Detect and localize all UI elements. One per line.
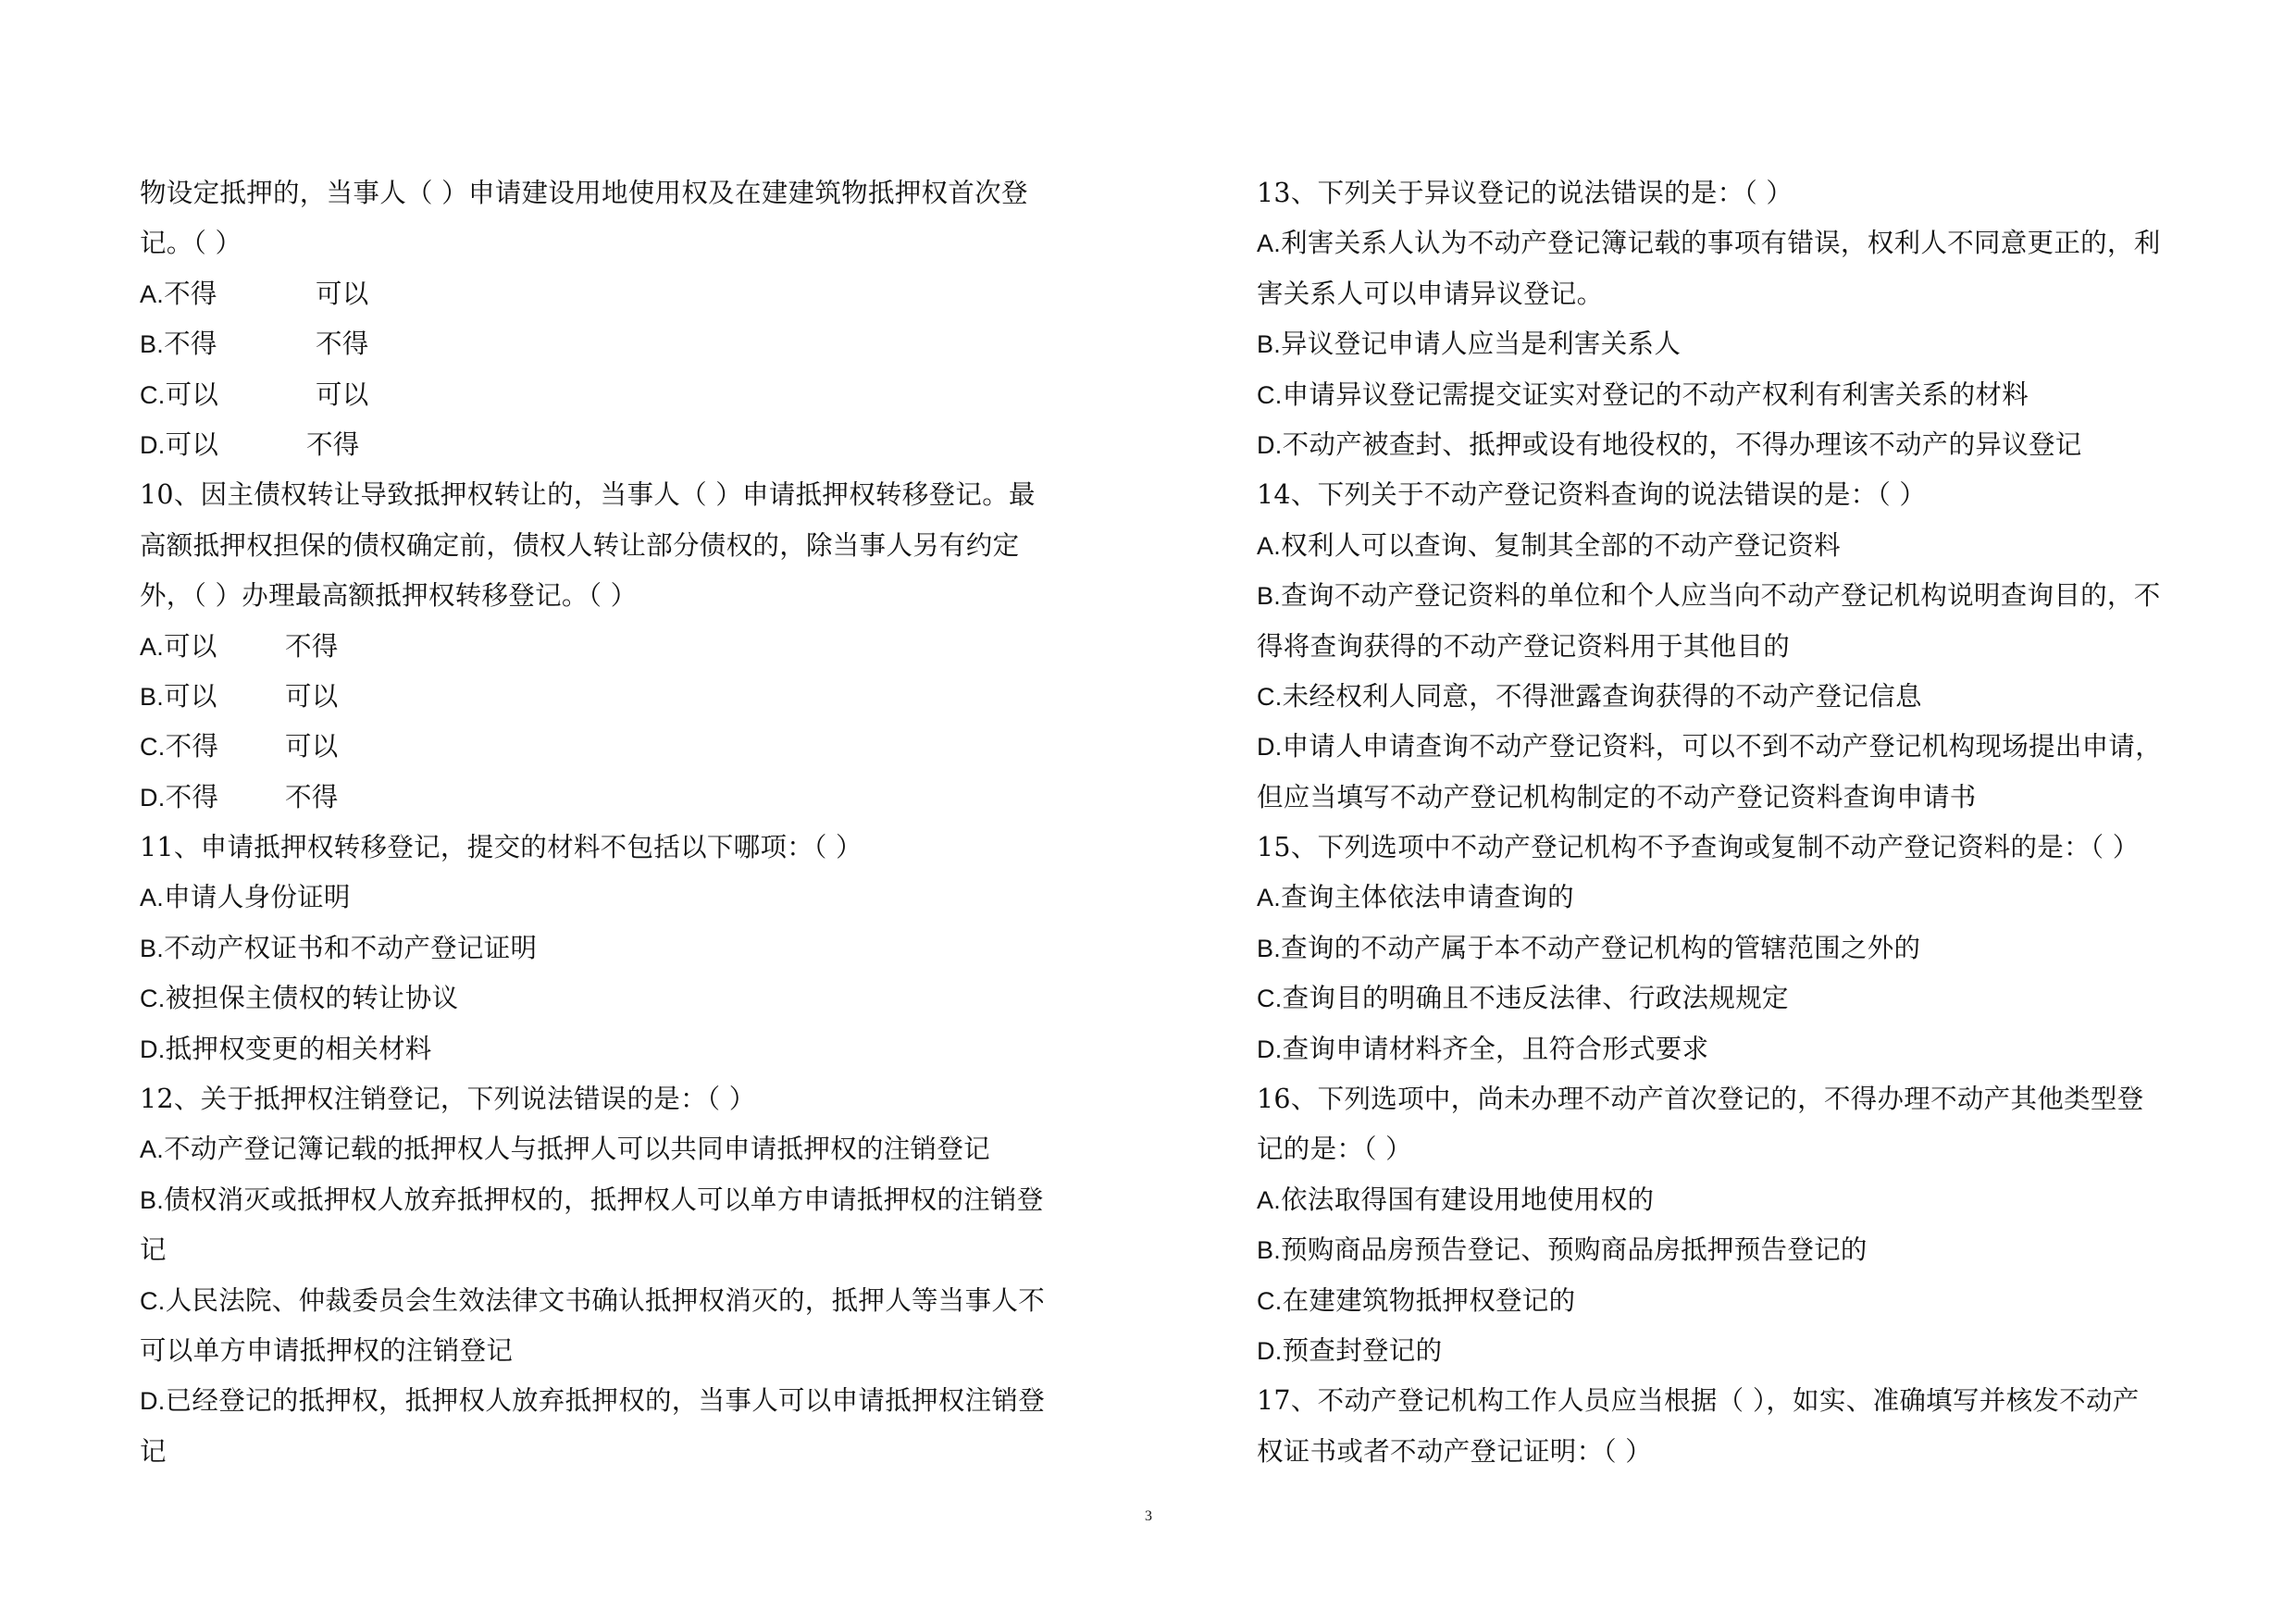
q11-option-c: C.被担保主债权的转让协议 (140, 983, 459, 1014)
q9-option-a-second: 可以 (316, 278, 369, 309)
q11-option-a: A.申请人身份证明 (140, 882, 351, 913)
q15-option-a: A.查询主体依法申请查询的 (1257, 882, 1574, 913)
q12-option-b-line2: 记 (140, 1234, 167, 1266)
q13-option-a-line1: A.利害关系人认为不动产登记簿记载的事项有错误，权利人不同意更正的，利 (1257, 228, 2161, 259)
q14-option-d-line1: D.申请人申请查询不动产登记资料，可以不到不动产登记机构现场提出申请， (1257, 731, 2163, 762)
q9-stem-line1: 物设定抵押的，当事人（ ）申请建设用地使用权及在建建筑物抵押权首次登 (140, 178, 1028, 208)
q17-stem-line2: 权证书或者不动产登记证明：（ ） (1257, 1435, 1653, 1467)
q15-option-b: B.查询的不动产属于本不动产登记机构的管辖范围之外的 (1257, 932, 1921, 963)
q14-stem: 14、下列关于不动产登记资料查询的说法错误的是：（ ） (1257, 479, 1927, 511)
q12-option-b-line1: B.债权消灭或抵押权人放弃抵押权的，抵押权人可以单方申请抵押权的注销登 (140, 1184, 1044, 1215)
q10-option-d-first: 不得 (165, 781, 219, 812)
q12-option-c-line1: C.人民法院、仲裁委员会生效法律文书确认抵押权消灭的，抵押人等当事人不 (140, 1284, 1046, 1316)
q10-option-c-first: 不得 (165, 731, 219, 762)
q10-option-a: A.可以 不得 (140, 622, 1056, 672)
q10-option-c-second: 可以 (285, 731, 339, 762)
q14-option-d-line2: 但应当填写不动产登记机构制定的不动产登记资料查询申请书 (1257, 781, 1977, 812)
q10-option-d: D.不得 不得 (140, 773, 1056, 823)
q11-option-b: B.不动产权证书和不动产登记证明 (140, 932, 538, 963)
q13-stem: 13、下列关于异议登记的说法错误的是：（ ） (1257, 178, 1793, 208)
q11-option-d: D.抵押权变更的相关材料 (140, 1033, 432, 1064)
q9-option-c-first: 可以 (165, 378, 219, 410)
q15-stem: 15、下列选项中不动产登记机构不予查询或复制不动产登记资料的是：（ ） (1257, 832, 2140, 863)
q14-option-b-line1: B.查询不动产登记资料的单位和个人应当向不动产登记机构说明查询目的，不 (1257, 580, 2161, 612)
q14-option-c: C.未经权利人同意，不得泄露查询获得的不动产登记信息 (1257, 680, 1922, 712)
page-number: 3 (1145, 1508, 1152, 1524)
q13-option-b: B.异议登记申请人应当是利害关系人 (1257, 329, 1682, 360)
q9-stem-line2: 记。（ ） (140, 228, 242, 259)
q13-option-c: C.申请异议登记需提交证实对登记的不动产权利有利害关系的材料 (1257, 378, 2029, 410)
q16-option-b: B.预购商品房预告登记、预购商品房抵押预告登记的 (1257, 1234, 1868, 1266)
q10-stem-line2: 高额抵押权担保的债权确定前，债权人转让部分债权的，除当事人另有约定 (140, 529, 1020, 561)
q16-option-a: A.依法取得国有建设用地使用权的 (1257, 1184, 1655, 1215)
q12-option-a: A.不动产登记簿记载的抵押权人与抵押人可以共同申请抵押权的注销登记 (140, 1134, 990, 1165)
q10-option-b: B.可以 可以 (140, 672, 1056, 722)
q9-option-d: D.可以 不得 (140, 420, 1056, 470)
q9-option-c: C.可以 可以 (140, 370, 1056, 420)
q14-option-a: A.权利人可以查询、复制其全部的不动产登记资料 (1257, 529, 1841, 561)
q16-stem-line2: 记的是：（ ） (1257, 1134, 1412, 1165)
q10-option-c: C.不得 可以 (140, 722, 1056, 772)
q12-option-c-line2: 可以单方申请抵押权的注销登记 (140, 1334, 514, 1366)
right-column (1257, 168, 2191, 1477)
q16-stem-line1: 16、下列选项中，尚未办理不动产首次登记的，不得办理不动产其他类型登 (1257, 1084, 2144, 1115)
q12-stem: 12、关于抵押权注销登记，下列说法错误的是：（ ） (140, 1084, 756, 1115)
q10-stem-line3: 外，（ ）办理最高额抵押权转移登记。（ ） (140, 580, 638, 612)
q9-option-b-second: 不得 (316, 329, 369, 360)
q10-option-d-second: 不得 (285, 781, 339, 812)
q15-option-d: D.查询申请材料齐全，且符合形式要求 (1257, 1033, 1709, 1064)
q14-option-b-line2: 得将查询获得的不动产登记资料用于其他目的 (1257, 630, 1791, 662)
q10-option-b-second: 可以 (285, 680, 339, 712)
q16-option-d: D.预查封登记的 (1257, 1334, 1443, 1366)
q9-option-b: B.不得 不得 (140, 319, 1056, 369)
q10-stem-line1: 10、因主债权转让导致抵押权转让的，当事人（ ）申请抵押权转移登记。最 (140, 479, 1036, 511)
q13-option-d: D.不动产被查封、抵押或设有地役权的，不得办理该不动产的异议登记 (1257, 428, 2082, 460)
q12-option-d-line1: D.已经登记的抵押权，抵押权人放弃抵押权的，当事人可以申请抵押权注销登 (140, 1385, 1046, 1417)
q10-option-a-first: 可以 (164, 630, 217, 662)
q17-stem-line1: 17、不动产登记机构工作人员应当根据（ ），如实、准确填写并核发不动产 (1257, 1385, 2140, 1417)
q9-option-a: A.不得 可以 (140, 269, 1056, 319)
q9-option-d-second: 不得 (306, 428, 360, 460)
q12-option-d-line2: 记 (140, 1435, 167, 1467)
q10-option-a-second: 不得 (285, 630, 339, 662)
q16-option-c: C.在建建筑物抵押权登记的 (1257, 1284, 1576, 1316)
q11-stem: 11、申请抵押权转移登记，提交的材料不包括以下哪项：（ ） (140, 832, 863, 863)
q9-option-a-first: 不得 (164, 278, 217, 309)
q10-option-b-first: 可以 (164, 680, 217, 712)
left-column (140, 168, 1056, 1477)
q15-option-c: C.查询目的明确且不违反法律、行政法规规定 (1257, 983, 1789, 1014)
q9-option-b-first: 不得 (164, 329, 217, 360)
q9-option-d-first: 可以 (165, 428, 219, 460)
q9-option-c-second: 可以 (316, 378, 369, 410)
q13-option-a-line2: 害关系人可以申请异议登记。 (1257, 278, 1604, 309)
